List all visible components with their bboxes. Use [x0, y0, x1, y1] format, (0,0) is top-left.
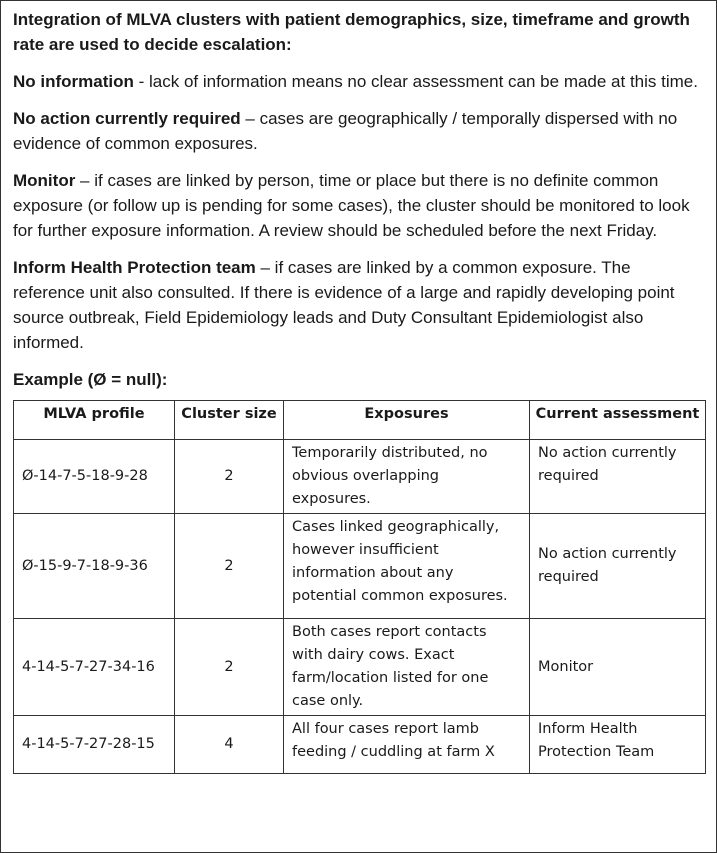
cell-assessment: No action currently required	[530, 514, 706, 619]
category-description: – if cases are linked by person, time or place but there is no definite common exposure (or follow up is pending for some cases), the cluster should be monitored to look for further exposure information. A review should be scheduled before the next Friday.	[13, 171, 690, 240]
category-monitor	[13, 168, 707, 243]
category-inform-hpt	[13, 255, 707, 355]
cell-exposures: Temporarily distributed, no obvious overlapping exposures.	[284, 440, 530, 514]
header-mlva-profile: MLVA profile	[14, 401, 175, 440]
cell-exposures: Cases linked geographically, however insufficient information about any potential common exposures.	[284, 514, 530, 619]
cell-size: 2	[175, 440, 284, 514]
category-term: Monitor	[13, 171, 76, 190]
category-description: – cases are geographically / temporally dispersed with no evidence of common exposures.	[13, 109, 678, 153]
cell-profile: 4-14-5-7-27-28-15	[14, 716, 175, 774]
table-header-row	[14, 401, 706, 440]
header-exposures: Exposures	[284, 401, 530, 440]
category-description: - lack of information means no clear assessment can be made at this time.	[133, 72, 698, 91]
category-description: – if cases are linked by a common exposure. The reference unit also consulted. If there is evidence of a large and rapidly developing point source outbreak, Field Epidemiology leads and Duty Consultant Epidemiologist also informed.	[13, 258, 675, 352]
cell-exposures: Both cases report contacts with dairy cows. Exact farm/location listed for one case only.	[284, 619, 530, 716]
table-row	[14, 716, 706, 774]
cell-size: 4	[175, 716, 284, 774]
category-term: No action currently required	[13, 109, 241, 128]
category-term: No information	[13, 72, 134, 91]
cell-profile: 4-14-5-7-27-34-16	[14, 619, 175, 716]
cell-assessment: No action currently required	[530, 440, 706, 514]
cell-assessment: Monitor	[530, 619, 706, 716]
category-term: Inform Health Protection team	[13, 258, 256, 277]
category-no-information	[13, 69, 707, 94]
cell-size: 2	[175, 619, 284, 716]
cell-size: 2	[175, 514, 284, 619]
table-row	[14, 514, 706, 619]
document-content	[13, 7, 707, 774]
table-row	[14, 440, 706, 514]
example-table	[13, 400, 706, 774]
table-row	[14, 619, 706, 716]
header-current-assessment: Current assessment	[530, 401, 706, 440]
category-no-action	[13, 106, 707, 156]
example-label: Example (Ø = null):	[13, 370, 168, 389]
document-heading: Integration of MLVA clusters with patient demographics, size, timeframe and growth rate are used to decide escalation:	[13, 10, 690, 54]
cell-profile: Ø-15-9-7-18-9-36	[14, 514, 175, 619]
cell-profile: Ø-14-7-5-18-9-28	[14, 440, 175, 514]
header-cluster-size: Cluster size	[175, 401, 284, 440]
cell-exposures: All four cases report lamb feeding / cuddling at farm X	[284, 716, 530, 774]
cell-assessment: Inform Health Protection Team	[530, 716, 706, 774]
